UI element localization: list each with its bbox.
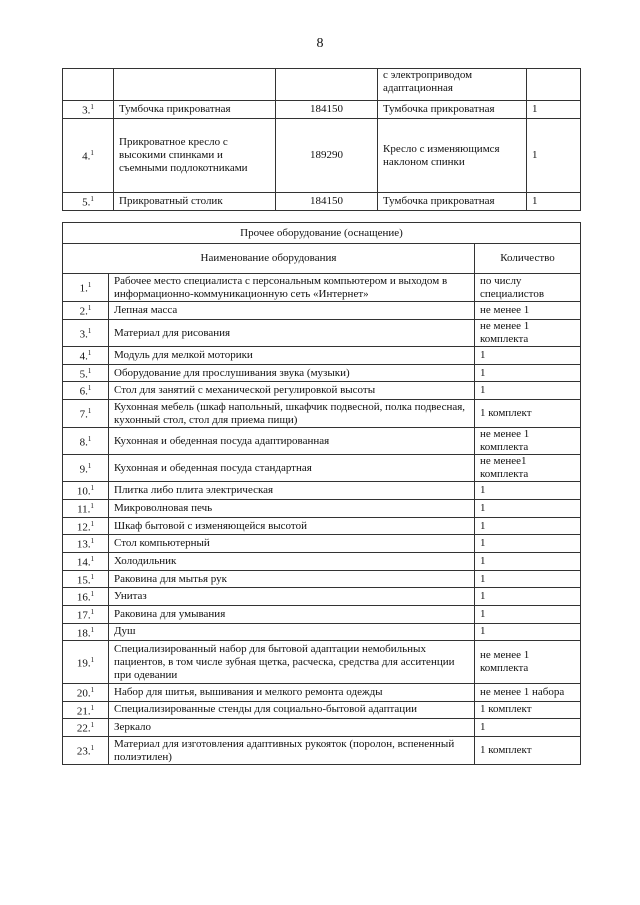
- row-number-text: 17.: [76, 609, 91, 622]
- row-number-text: 9.: [79, 463, 88, 476]
- quantity: 1: [475, 606, 581, 624]
- footnote-mark: 1: [87, 304, 92, 313]
- other-equipment-table: [62, 222, 581, 765]
- footnote-mark: 1: [90, 502, 94, 511]
- table-row: [63, 623, 581, 641]
- equipment-name: Материал для изготовления адаптивных рукояток (поролон, вспененный полиэтилен): [109, 736, 475, 764]
- table-row: [63, 517, 581, 535]
- quantity: 1: [475, 535, 581, 553]
- equipment-name: Шкаф бытовой с изменяющейся высотой: [109, 517, 475, 535]
- table-row: [63, 320, 581, 347]
- table-row: [63, 535, 581, 553]
- footnote-mark: 1: [90, 744, 95, 753]
- table-row: [63, 500, 581, 518]
- footnote-mark: 1: [87, 462, 92, 471]
- row-number: [63, 364, 109, 382]
- equipment-code: 189290: [276, 119, 378, 193]
- table-row: [63, 382, 581, 400]
- footnote-mark: 1: [90, 519, 95, 528]
- footnote-mark: 1: [90, 625, 95, 634]
- row-number: [63, 701, 109, 719]
- equipment-type: Кресло с изменяющимся наклоном спинки: [378, 119, 527, 193]
- table-row: [63, 302, 581, 320]
- footnote-mark: 1: [90, 721, 95, 730]
- quantity: 1: [475, 553, 581, 571]
- row-number: [63, 382, 109, 400]
- equipment-name: Прикроватный столик: [114, 193, 276, 211]
- header-qty: Количество: [475, 244, 581, 274]
- row-number-text: 12.: [76, 521, 91, 534]
- quantity: 1: [475, 588, 581, 606]
- row-number: [63, 400, 109, 428]
- equipment-name: Унитаз: [109, 588, 475, 606]
- row-number-text: 5.: [82, 196, 91, 209]
- quantity: 1: [475, 719, 581, 737]
- footnote-mark: 1: [87, 281, 92, 290]
- equipment-name: Специализированные стенды для социально-бытовой адаптации: [109, 701, 475, 719]
- row-number: [63, 101, 114, 119]
- row-number: [63, 69, 114, 101]
- footnote-mark: 1: [90, 555, 95, 564]
- footnote-mark: 1: [90, 608, 95, 616]
- row-number: [63, 482, 109, 500]
- quantity: 1: [475, 364, 581, 382]
- table-row: [63, 482, 581, 500]
- quantity: не менее1 комплекта: [475, 455, 581, 482]
- footnote-mark: 1: [87, 384, 92, 393]
- row-number-text: 16.: [76, 592, 91, 604]
- equipment-type: Тумбочка прикроватная: [378, 193, 527, 211]
- equipment-code: [276, 69, 378, 101]
- table-row: [63, 101, 581, 119]
- row-number: [63, 119, 114, 193]
- equipment-type: с электроприводом адаптационная: [378, 69, 527, 101]
- quantity: не менее 1: [475, 302, 581, 320]
- row-number: [63, 588, 109, 606]
- row-number: [63, 535, 109, 553]
- table-row: [63, 683, 581, 701]
- equipment-name: Микроволновая печь: [109, 500, 475, 518]
- table-header-row: [63, 244, 581, 274]
- row-number: [63, 683, 109, 701]
- row-number-text: 4.: [79, 350, 88, 363]
- quantity: 1: [527, 119, 581, 193]
- equipment-name: [114, 69, 276, 101]
- row-number-text: 2.: [79, 306, 88, 319]
- quantity: 1 комплект: [475, 701, 581, 719]
- equipment-type: Тумбочка прикроватная: [378, 101, 527, 119]
- table-row: [63, 274, 581, 302]
- quantity: 1: [475, 570, 581, 588]
- row-number-text: 13.: [76, 539, 91, 552]
- row-number-text: 3.: [82, 104, 91, 117]
- quantity: 1: [475, 500, 581, 518]
- table-row: [63, 347, 581, 365]
- equipment-name: Набор для шитья, вышивания и мелкого ремонта одежды: [109, 683, 475, 701]
- row-number-text: 11.: [77, 503, 91, 516]
- equipment-name: Кухонная мебель (шкаф напольный, шкафчик подвесной, полка подвесная, кухонный стол, стол для приема пищи): [109, 400, 475, 428]
- footnote-mark: 1: [90, 590, 95, 599]
- row-number-text: 19.: [76, 657, 91, 670]
- table-row: [63, 641, 581, 684]
- quantity: 1: [475, 482, 581, 500]
- row-number: [63, 193, 114, 211]
- equipment-table-continued: [62, 68, 581, 211]
- table-row: [63, 455, 581, 482]
- equipment-name: Кухонная и обеденная посуда адаптированная: [109, 428, 475, 455]
- quantity: 1: [475, 517, 581, 535]
- equipment-name: Оборудование для прослушивания звука (музыки): [109, 364, 475, 382]
- equipment-name: Раковина для умывания: [109, 606, 475, 624]
- row-number: [63, 736, 109, 764]
- quantity: по числу специалистов: [475, 274, 581, 302]
- table-row: [63, 736, 581, 764]
- equipment-name: Зеркало: [109, 719, 475, 737]
- equipment-name: Тумбочка прикроватная: [114, 101, 276, 119]
- row-number: [63, 428, 109, 455]
- table-row: [63, 428, 581, 455]
- row-number-text: 20.: [76, 687, 91, 700]
- equipment-name: Кухонная и обеденная посуда стандартная: [109, 455, 475, 482]
- row-number: [63, 517, 109, 535]
- table-title-row: [63, 223, 581, 244]
- quantity: не менее 1 комплекта: [475, 641, 581, 684]
- row-number-text: 5.: [79, 368, 88, 381]
- table-row: [63, 606, 581, 624]
- table-row: [63, 719, 581, 737]
- equipment-name: Стол компьютерный: [109, 535, 475, 553]
- footnote-mark: 1: [90, 195, 94, 203]
- row-number-text: 14.: [76, 556, 91, 569]
- row-number: [63, 641, 109, 684]
- row-number-text: 6.: [79, 386, 88, 399]
- equipment-name: Плитка либо плита электрическая: [109, 482, 475, 500]
- footnote-mark: 1: [90, 484, 95, 493]
- quantity: не менее 1 комплекта: [475, 428, 581, 455]
- quantity: [527, 69, 581, 101]
- row-number-text: 18.: [76, 627, 91, 640]
- footnote-mark: 1: [87, 435, 92, 444]
- table-row: [63, 69, 581, 101]
- row-number: [63, 570, 109, 588]
- equipment-name: Специализированный набор для бытовой адаптации немобильных пациентов, в том числе зубная щетка, расческа, средства для асситенции при одевании: [109, 641, 475, 684]
- quantity: 1: [475, 382, 581, 400]
- page-number: 8: [316, 36, 324, 51]
- row-number-text: 3.: [79, 328, 88, 341]
- row-number: [63, 302, 109, 320]
- table-title: Прочее оборудование (оснащение): [63, 223, 581, 244]
- table-row: [63, 364, 581, 382]
- footnote-mark: 1: [87, 366, 92, 375]
- quantity: 1 комплект: [475, 736, 581, 764]
- table-row: [63, 400, 581, 428]
- footnote-mark: 1: [90, 655, 95, 664]
- footnote-mark: 1: [87, 407, 92, 416]
- row-number-text: 1.: [79, 283, 88, 296]
- quantity: 1: [475, 623, 581, 641]
- equipment-name: Материал для рисования: [109, 320, 475, 347]
- row-number: [63, 606, 109, 624]
- footnote-mark: 1: [90, 149, 94, 158]
- table-row: [63, 193, 581, 211]
- quantity: 1 комплект: [475, 400, 581, 428]
- quantity: не менее 1 набора: [475, 683, 581, 701]
- table-row: [63, 570, 581, 588]
- footnote-mark: 1: [90, 703, 95, 712]
- table-row: [63, 119, 581, 193]
- quantity: 1: [527, 101, 581, 119]
- row-number-text: 21.: [76, 705, 91, 718]
- quantity: 1: [475, 347, 581, 365]
- row-number: [63, 347, 109, 365]
- equipment-name: Раковина для мытья рук: [109, 570, 475, 588]
- equipment-code: 184150: [276, 193, 378, 211]
- row-number-text: 10.: [76, 486, 91, 499]
- row-number-text: 8.: [79, 436, 88, 449]
- equipment-code: 184150: [276, 101, 378, 119]
- footnote-mark: 1: [90, 572, 95, 581]
- row-number-text: 7.: [79, 409, 88, 422]
- footnote-mark: 1: [90, 685, 95, 694]
- equipment-name: Лепная масса: [109, 302, 475, 320]
- footnote-mark: 1: [90, 103, 94, 112]
- equipment-name: Рабочее место специалиста с персональным компьютером и выходом в информационно-коммуникационную сеть «Интернет»: [109, 274, 475, 302]
- footnote-mark: 1: [87, 326, 92, 335]
- footnote-mark: 1: [87, 349, 92, 358]
- table-row: [63, 553, 581, 571]
- row-number-text: 4.: [82, 150, 91, 163]
- equipment-name: Стол для занятий с механической регулировкой высоты: [109, 382, 475, 400]
- equipment-name: Холодильник: [109, 553, 475, 571]
- row-number: [63, 500, 109, 518]
- row-number: [63, 320, 109, 347]
- row-number: [63, 274, 109, 302]
- row-number: [63, 719, 109, 737]
- footnote-mark: 1: [90, 537, 95, 546]
- header-name: Наименование оборудования: [63, 244, 475, 274]
- quantity: не менее 1 комплекта: [475, 320, 581, 347]
- row-number-text: 22.: [76, 722, 91, 735]
- row-number: [63, 623, 109, 641]
- equipment-name: Душ: [109, 623, 475, 641]
- equipment-name: Модуль для мелкой моторики: [109, 347, 475, 365]
- table-row: [63, 588, 581, 606]
- row-number: [63, 553, 109, 571]
- row-number-text: 23.: [76, 745, 91, 758]
- table-row: [63, 701, 581, 719]
- equipment-name: Прикроватное кресло с высокими спинками и съемными подлокотниками: [114, 119, 276, 193]
- row-number: [63, 455, 109, 482]
- row-number-text: 15.: [76, 574, 91, 587]
- quantity: 1: [527, 193, 581, 211]
